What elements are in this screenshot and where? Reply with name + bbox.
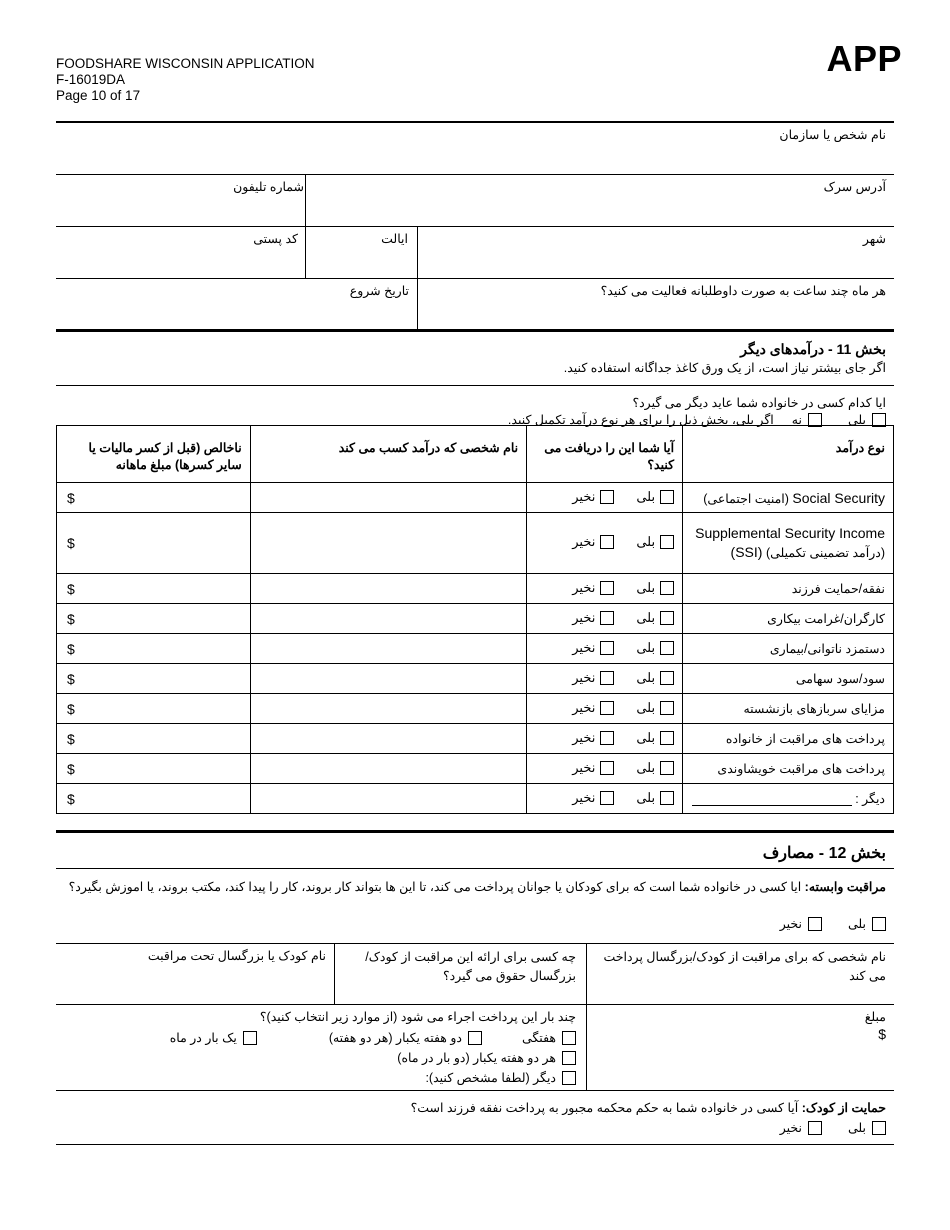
other-frequency-checkbox[interactable]: [562, 1071, 576, 1085]
no-label: نخیر: [779, 917, 802, 931]
amount-field[interactable]: [57, 784, 251, 814]
receive-cell: [527, 784, 683, 814]
volunteer-hours-label: هر ماه چند ساعت به صورت داوطلبانه فعالیت می کنید؟: [600, 284, 886, 298]
income-type-cell: [683, 784, 894, 814]
yes-label: بلی: [636, 488, 656, 504]
amount-field[interactable]: [57, 513, 251, 574]
dependent-care-bold: مراقبت وابسته:: [804, 880, 886, 894]
frequency-row-1: [170, 1030, 576, 1045]
yes-label: بلی: [847, 1121, 866, 1135]
income-type-cell: مزایای سربازهای بازنشسته: [683, 694, 894, 724]
city-label: شهر: [862, 232, 886, 246]
income-type-other-label: دیگر :: [855, 792, 885, 806]
child-support-yes-checkbox[interactable]: [872, 1121, 886, 1135]
provider-label: چه کسی برای ارائه این مراقبت از کودک/بزرگسال حقوق می گیرد؟: [365, 950, 576, 983]
receive-cell: [527, 574, 683, 604]
amount-field[interactable]: [57, 634, 251, 664]
earner-name-field[interactable]: [250, 664, 526, 694]
earner-name-field[interactable]: [250, 694, 526, 724]
amount-label: مبلغ: [864, 1010, 886, 1024]
start-date-label: تاریخ شروع: [349, 284, 409, 298]
yes-label: بلی: [636, 729, 656, 745]
income-type-cell: پرداخت های مراقبت خویشاوندی: [683, 754, 894, 784]
no-label: نخیر: [572, 639, 596, 655]
form-title: FOODSHARE WISCONSIN APPLICATION: [56, 56, 315, 71]
yes-checkbox[interactable]: [660, 701, 674, 715]
frequency-row-3: [425, 1070, 576, 1085]
amount-currency: $: [878, 1026, 886, 1042]
column-header-earner-name: نام شخصی که درآمد کسب می کند: [250, 426, 526, 483]
yes-checkbox[interactable]: [660, 581, 674, 595]
receive-cell: [527, 754, 683, 784]
other-income-type-field[interactable]: [692, 794, 852, 806]
receive-cell: [527, 483, 683, 513]
divider: [56, 943, 894, 944]
no-label: نه: [791, 413, 802, 427]
yes-label: بلی: [636, 759, 656, 775]
semimonthly-checkbox[interactable]: [562, 1051, 576, 1065]
child-support-question: [66, 1100, 886, 1115]
dependent-care-yes-checkbox[interactable]: [872, 917, 886, 931]
receive-cell: [527, 513, 683, 574]
yes-checkbox[interactable]: [660, 641, 674, 655]
table-row: [57, 694, 894, 724]
yes-checkbox[interactable]: [660, 490, 674, 504]
divider: [56, 1004, 894, 1005]
dependent-care-answer-row: [780, 916, 886, 931]
no-label: نخیر: [572, 488, 596, 504]
table-row: [57, 754, 894, 784]
earner-name-field[interactable]: [250, 513, 526, 574]
table-row: [57, 574, 894, 604]
no-checkbox[interactable]: [600, 791, 614, 805]
income-type-cell: پرداخت های مراقبت از خانواده: [683, 724, 894, 754]
yes-label: بلی: [636, 579, 656, 595]
amount-field[interactable]: [57, 694, 251, 724]
earner-name-field[interactable]: [250, 724, 526, 754]
earner-name-field[interactable]: [250, 574, 526, 604]
no-checkbox[interactable]: [600, 731, 614, 745]
receive-cell: [527, 634, 683, 664]
yes-checkbox[interactable]: [660, 671, 674, 685]
table-row: [57, 604, 894, 634]
no-checkbox[interactable]: [600, 701, 614, 715]
amount-field[interactable]: [57, 483, 251, 513]
amount-field[interactable]: [57, 604, 251, 634]
no-label: نخیر: [572, 579, 596, 595]
payer-name-label: نام شخصی که برای مراقبت از کودک/بزرگسال پرداخت می کند: [603, 950, 886, 983]
table-row: [57, 634, 894, 664]
biweekly-label: دو هفته یکبار (هر دو هفته): [328, 1031, 462, 1045]
earner-name-field[interactable]: [250, 754, 526, 784]
semimonthly-label: هر دو هفته یکبار (دو بار در ماه): [397, 1051, 556, 1065]
no-checkbox[interactable]: [600, 490, 614, 504]
section-11-title: بخش 11 - درآمدهای دیگر: [740, 341, 886, 357]
currency-symbol: $: [67, 790, 75, 807]
no-checkbox[interactable]: [600, 641, 614, 655]
frequency-row-2: [397, 1050, 576, 1065]
yes-label: بلی: [847, 917, 866, 931]
frequency-question: چند بار این پرداخت اجراء می شود (از موارد زیر انتخاب کنید)؟: [259, 1010, 576, 1024]
dependent-care-question: [66, 879, 886, 896]
income-type-en: Social Security: [792, 489, 885, 506]
yes-label: بلی: [636, 699, 656, 715]
weekly-checkbox[interactable]: [562, 1031, 576, 1045]
divider: [56, 1090, 894, 1091]
yes-checkbox[interactable]: [660, 535, 674, 549]
yes-label: بلی: [636, 609, 656, 625]
phone-label: شماره تلیفون: [233, 180, 304, 194]
dependent-care-text: ایا کسی در خانواده شما است که برای کودکان یا جوانان پرداخت می کند، تا این ها بتواند کار بروند، کار را پیدا کند، مکتب بروند، یا اموزش بگیرد؟: [68, 880, 802, 894]
yes-label: بلی: [636, 639, 656, 655]
other-income-table: [56, 425, 894, 814]
currency-symbol: $: [67, 730, 75, 747]
currency-symbol: $: [67, 610, 75, 627]
currency-symbol: $: [67, 670, 75, 687]
no-label: نخیر: [572, 534, 596, 549]
no-label: نخیر: [572, 759, 596, 775]
amount-field[interactable]: [57, 754, 251, 784]
divider: [56, 385, 894, 386]
amount-field[interactable]: [57, 574, 251, 604]
no-checkbox[interactable]: [600, 671, 614, 685]
street-label: آدرس سرک: [823, 180, 886, 194]
divider: [56, 1144, 894, 1145]
biweekly-checkbox[interactable]: [468, 1031, 482, 1045]
income-type-cell: دستمزد ناتوانی/بیماری: [683, 634, 894, 664]
yes-checkbox[interactable]: [660, 731, 674, 745]
no-checkbox[interactable]: [600, 761, 614, 775]
other-income-instruction: اگر بلی، بخش ذیل را برای هر نوع درآمد تکمیل کنید.: [507, 413, 774, 427]
section-divider: [56, 329, 894, 332]
income-type-fa: (درآمد تضمینی تکمیلی): [765, 546, 885, 560]
child-support-text: آیا کسی در خانواده شما به حکم محکمه مجبور به پرداخت نفقه فرزند است؟: [410, 1101, 799, 1115]
state-label: ایالت: [381, 232, 408, 246]
org-name-label: نام شخص یا سازمان: [779, 128, 886, 142]
yes-checkbox[interactable]: [660, 611, 674, 625]
no-label: نخیر: [572, 729, 596, 745]
no-label: نخیر: [572, 669, 596, 685]
divider: [56, 174, 894, 175]
divider: [334, 943, 335, 1004]
no-checkbox[interactable]: [600, 611, 614, 625]
currency-symbol: $: [67, 700, 75, 717]
divider: [56, 868, 894, 869]
income-type-en: Supplemental Security Income: [695, 525, 885, 541]
divider: [56, 278, 894, 279]
child-support-bold: حمایت از کودک:: [801, 1101, 886, 1115]
receive-cell: [527, 724, 683, 754]
dependent-care-no-checkbox[interactable]: [808, 917, 822, 931]
income-type-cell: [683, 513, 894, 574]
zip-label: کد پستی: [253, 232, 298, 246]
yes-label: بلی: [636, 534, 656, 549]
yes-label: بلی: [847, 413, 866, 427]
divider: [586, 943, 587, 1090]
earner-name-field[interactable]: [250, 784, 526, 814]
currency-symbol: $: [67, 489, 75, 506]
form-number: F-16019DA: [56, 72, 126, 87]
child-support-answer-row: [780, 1120, 886, 1135]
form-header-info: [56, 56, 315, 104]
no-checkbox[interactable]: [600, 535, 614, 549]
yes-label: بلی: [636, 789, 656, 805]
section-11-subtitle: اگر جای بیشتر نیاز است، از یک ورق کاغذ جداگانه استفاده کنید.: [563, 361, 886, 375]
table-row: [57, 784, 894, 814]
app-badge: APP: [826, 38, 902, 79]
table-row: [57, 664, 894, 694]
monthly-checkbox[interactable]: [243, 1031, 257, 1045]
page-number: Page 10 of 17: [56, 88, 141, 103]
amount-field[interactable]: [57, 664, 251, 694]
income-type-fa: (امنیت اجتماعی): [703, 491, 789, 506]
table-row: [57, 724, 894, 754]
currency-symbol: $: [67, 640, 75, 657]
other-frequency-label: دیگر (لطفا مشخص کنید):: [425, 1071, 556, 1085]
no-label: نخیر: [572, 699, 596, 715]
no-label: نخیر: [779, 1121, 802, 1135]
earner-name-field[interactable]: [250, 483, 526, 513]
other-income-question: ایا کدام کسی در خانواده شما عاید دیگر می گیرد؟: [632, 396, 886, 410]
column-header-gross-amount: ناخالص (قبل از کسر مالیات یا سایر کسرها) مبلغ ماهانه: [57, 426, 251, 483]
income-type-cell: نفقه/حمایت فرزند: [683, 574, 894, 604]
table-row: [57, 483, 894, 513]
receive-cell: [527, 604, 683, 634]
currency-symbol: $: [67, 535, 75, 551]
divider: [56, 226, 894, 227]
divider: [56, 121, 894, 123]
income-type-cell: سود/سود سهامی: [683, 664, 894, 694]
currency-symbol: $: [67, 760, 75, 777]
column-header-receive: آیا شما این را دریافت می کنید؟: [527, 426, 683, 483]
amount-field[interactable]: [57, 724, 251, 754]
income-type-en-suffix: (SSI): [730, 544, 763, 560]
care-recipient-label: نام کودک یا بزرگسال تحت مراقبت: [147, 949, 326, 963]
monthly-label: یک بار در ماه: [169, 1031, 237, 1045]
earner-name-field[interactable]: [250, 604, 526, 634]
currency-symbol: $: [67, 580, 75, 597]
table-row: [57, 513, 894, 574]
no-label: نخیر: [572, 609, 596, 625]
section-12-title: بخش 12 - مصارف: [762, 845, 886, 862]
earner-name-field[interactable]: [250, 634, 526, 664]
income-type-cell: [683, 483, 894, 513]
child-support-no-checkbox[interactable]: [808, 1121, 822, 1135]
yes-label: بلی: [636, 669, 656, 685]
income-type-cell: کارگران/غرامت بیکاری: [683, 604, 894, 634]
no-label: نخیر: [572, 789, 596, 805]
yes-checkbox[interactable]: [660, 761, 674, 775]
weekly-label: هفتگی: [521, 1031, 556, 1045]
receive-cell: [527, 694, 683, 724]
section-divider: [56, 830, 894, 833]
yes-checkbox[interactable]: [660, 791, 674, 805]
receive-cell: [527, 664, 683, 694]
column-header-income-type: نوع درآمد: [683, 426, 894, 483]
no-checkbox[interactable]: [600, 581, 614, 595]
